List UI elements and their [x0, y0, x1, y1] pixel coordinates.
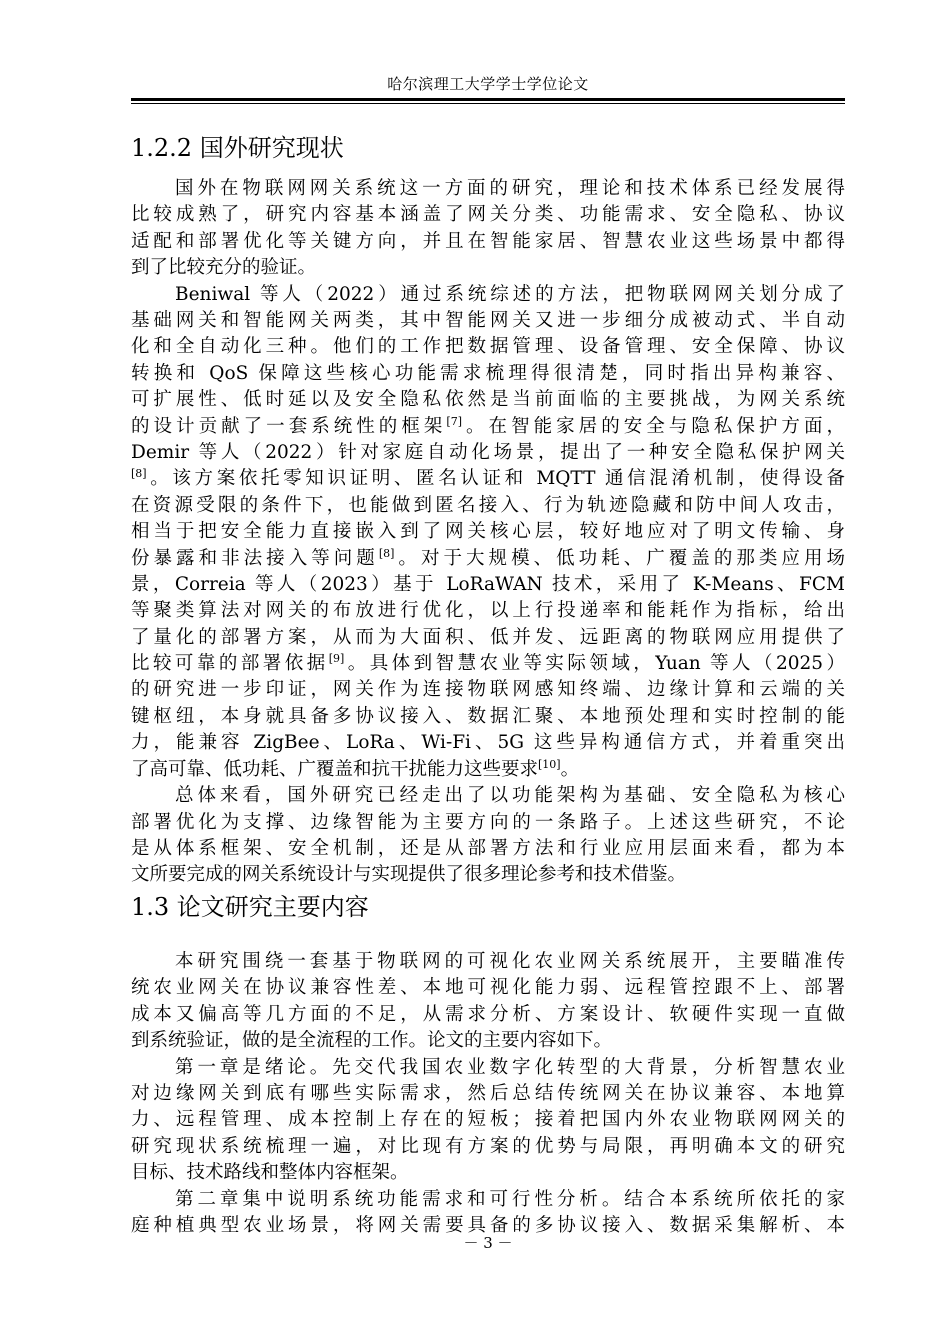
page-number: － 3 － — [463, 1234, 513, 1252]
text-line: 比较成熟了，研究内容基本涵盖了网关分类、功能需求、安全隐私、协议 — [131, 204, 845, 226]
text-fragment: 的设计贡献了一套系统性的框架 — [131, 415, 447, 437]
text-line — [131, 757, 845, 783]
text-line: 庭种植典型农业场景，将网关需要具备的多协议接入、数据采集解析、本 — [131, 1214, 845, 1236]
text-fragment: 份暴露和非法接入等问题 — [131, 547, 379, 569]
text-line: 力、远程管理、成本控制上存在的短板；接着把国内外农业物联网网关的 — [131, 1109, 845, 1131]
text-line: Beniwal 等人（2022）通过系统综述的方法，把物联网网关划分成了 — [175, 283, 845, 305]
text-fragment: 。具体到智慧农业等实际领域，Yuan 等人（2025） — [344, 653, 845, 675]
section-heading-1-2-2: 1.2.2 国外研究现状 — [131, 134, 344, 162]
text-line — [131, 546, 845, 572]
citation-ref: [7] — [446, 414, 462, 428]
text-line: 转换和 QoS 保障这些核心功能需求梳理得很清楚，同时指出异构兼容、 — [131, 362, 845, 384]
paragraph-literature — [131, 282, 845, 783]
text-line: 成本又偏高等几方面的不足，从需求分析、方案设计、软硬件实现一直做 — [131, 1003, 845, 1025]
paragraph-overview — [131, 176, 845, 282]
citation-ref: [8] — [131, 467, 147, 481]
text-line: 景，Correia 等人（2023）基于 LoRaWAN 技术，采用了 K-Means、FCM — [131, 573, 845, 595]
section-heading-1-3: 1.3 论文研究主要内容 — [131, 893, 369, 921]
header-rule-thin — [131, 103, 845, 104]
text-line: 化和全自动化三种。他们的工作把数据管理、设备管理、安全保障、协议 — [131, 336, 845, 358]
text-line: 可扩展性、低时延以及安全隐私依然是当前面临的主要挑战，为网关系统 — [131, 389, 845, 411]
text-line: 文所要完成的网关系统设计与实现提供了很多理论参考和技术借鉴。 — [131, 864, 687, 886]
text-line: 是从体系框架、安全机制，还是从部署方法和行业应用层面来看，都为本 — [131, 837, 845, 859]
text-line — [131, 651, 845, 677]
paragraph-summary — [131, 783, 845, 889]
citation-ref: [10] — [538, 757, 561, 771]
text-line: 第一章是绪论。先交代我国农业数字化转型的大背景，分析智慧农业 — [175, 1056, 845, 1078]
text-line: 到了比较充分的验证。 — [131, 257, 317, 279]
text-fragment: 了高可靠、低功耗、广覆盖和抗干扰能力这些要求 — [131, 758, 539, 780]
text-line: 键枢纽，本身就具备多协议接入、数据汇聚、本地预处理和实时控制的能 — [131, 705, 845, 727]
text-line: 到系统验证，做的是全流程的工作。论文的主要内容如下。 — [131, 1030, 613, 1052]
text-line: 了量化的部署方案，从而为大面积、低并发、远距离的物联网应用提供了 — [131, 626, 845, 648]
running-header: 哈尔滨理工大学学士学位论文 — [387, 75, 589, 93]
text-line: 本研究围绕一套基于物联网的可视化农业网关系统展开，主要瞄准传 — [175, 951, 845, 972]
text-line: 在资源受限的条件下，也能做到匿名接入、行为轨迹隐藏和防中间人攻击， — [131, 494, 845, 516]
text-line — [131, 466, 845, 492]
text-line: 第二章集中说明系统功能需求和可行性分析。结合本系统所依托的家 — [175, 1188, 845, 1210]
text-line: 统农业网关在协议兼容性差、本地可视化能力弱、远程管控跟不上、部署 — [131, 977, 845, 999]
text-line: 相当于把安全能力直接嵌入到了网关核心层，较好地应对了明文传输、身 — [131, 521, 845, 543]
text-fragment: 。该方案依托零知识证明、匿名认证和 MQTT 通信混淆机制，使得设备 — [146, 468, 845, 490]
text-line: 适配和部署优化等关键方向，并且在智能家居、智慧农业这些场景中都得 — [131, 230, 845, 252]
text-line: Demir 等人（2022）针对家庭自动化场景，提出了一种安全隐私保护网关 — [131, 441, 845, 463]
text-line: 的研究进一步印证，网关作为连接物联网感知终端、边缘计算和云端的关 — [131, 679, 845, 701]
paragraph-research-intro — [131, 949, 845, 1055]
text-fragment: 。对于大规模、低功耗、广覆盖的那类应用场 — [394, 547, 845, 569]
text-line: 力，能兼容 ZigBee、LoRa、Wi-Fi、5G 这些异构通信方式，并着重突出 — [131, 732, 845, 754]
paragraph-chapter-one — [131, 1055, 845, 1187]
text-line: 目标、技术路线和整体内容框架。 — [131, 1162, 409, 1184]
text-fragment: 。 — [560, 758, 580, 780]
citation-ref: [9] — [328, 652, 345, 666]
text-line: 部署优化为支撑、边缘智能为主要方向的一条路子。上述这些研究，不论 — [131, 811, 845, 833]
text-fragment: 比较可靠的部署依据 — [131, 653, 329, 675]
paragraph-chapter-two — [131, 1187, 845, 1240]
citation-ref: [8] — [378, 546, 395, 560]
text-line: 基础网关和智能网关两类，其中智能网关又进一步细分成被动式、半自动 — [131, 309, 845, 331]
text-line: 总体来看，国外研究已经走出了以功能架构为基础、安全隐私为核心 — [175, 785, 845, 807]
text-fragment: 。在智能家居的安全与隐私保护方面， — [462, 415, 845, 437]
text-line: 对边缘网关到底有哪些实际需求，然后总结传统网关在协议兼容、本地算 — [131, 1082, 845, 1104]
text-line: 国外在物联网网关系统这一方面的研究，理论和技术体系已经发展得 — [175, 178, 845, 199]
header-rule-thick — [131, 98, 845, 101]
text-line: 等聚类算法对网关的布放进行优化，以上行投递率和能耗作为指标，给出 — [131, 600, 845, 622]
text-line — [131, 414, 845, 440]
text-line: 研究现状系统梳理一遍，对比现有方案的优势与局限，再明确本文的研究 — [131, 1135, 845, 1157]
